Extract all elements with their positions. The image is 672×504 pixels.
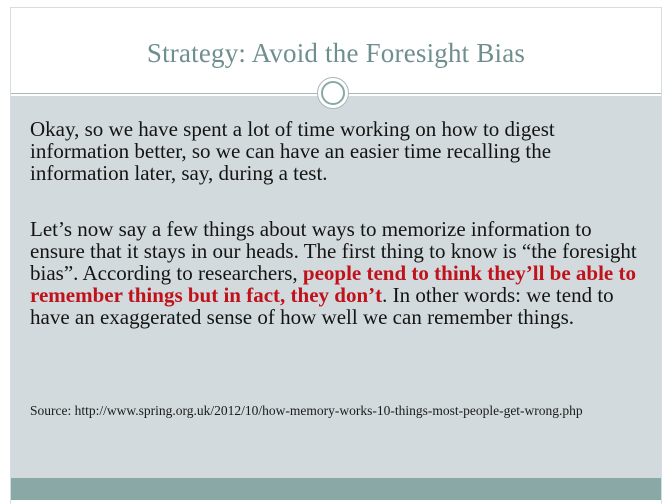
source-citation: Source: http://www.spring.org.uk/2012/10/how-memory-works-10-things-most-people-get-wrong.php [30,403,583,418]
paragraph-foresight-bias [30,218,640,328]
paragraph-foresight-bias-lead: Let’s now say a few things about ways to memorize information to ensure that it stays in our heads. The first thing to know is “the foresight bias”. According to researchers, [30,217,637,285]
slide-frame-top [10,7,662,8]
paragraph-intro: Okay, so we have spent a lot of time working on how to digest information better, so we can have an easier time recalling the information later, say, during a test. [30,117,555,185]
paragraph-foresight-bias-tail: . In other words: we tend to have an exaggerated sense of how well we can remember things. [30,283,614,329]
slide-frame-right [661,7,662,504]
highlighted-claim: people tend to think they’ll be able to remember things but in fact, they don’t [30,261,636,307]
circle-ornament-icon [317,77,349,109]
bottom-accent-band [11,478,661,500]
circle-ornament-inner [321,81,345,105]
slide-title: Strategy: Avoid the Foresight Bias [146,38,526,68]
